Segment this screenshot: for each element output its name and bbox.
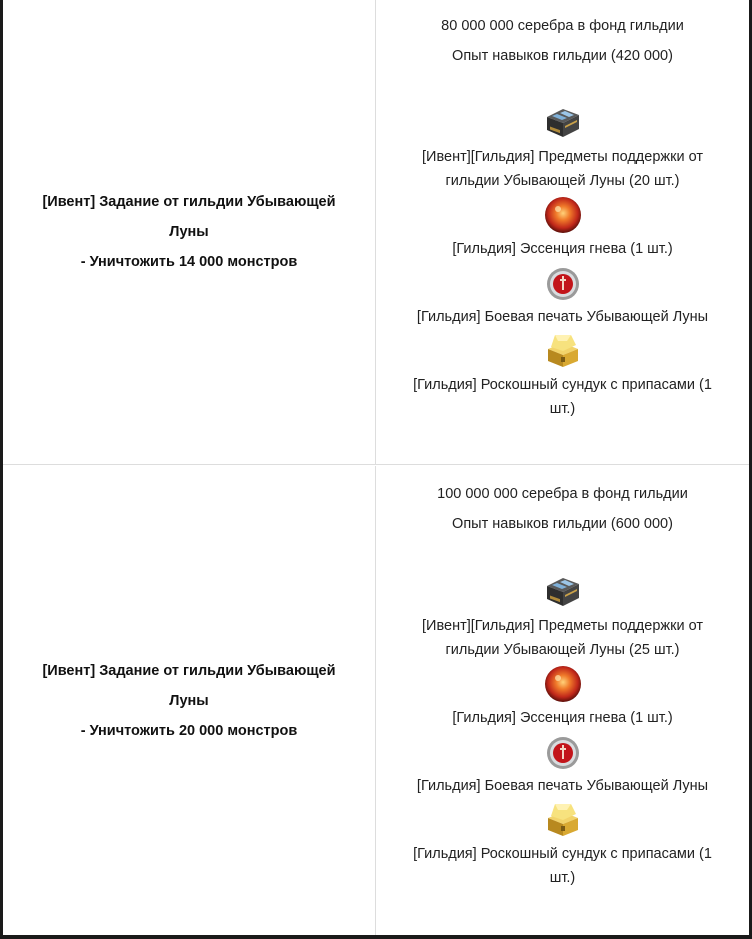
- rewards-cell: [376, 466, 749, 935]
- task-goal: - Уничтожить 20 000 монстров: [80, 722, 298, 739]
- reward-battle-seal: [Гильдия] Боевая печать Убывающей Луны: [416, 778, 709, 794]
- reward-silver: 100 000 000 серебра в фонд гильдии: [437, 486, 688, 502]
- reward-support-items-line1: [Ивент][Гильдия] Предметы поддержки от: [422, 618, 703, 634]
- luxury-chest-icon: [543, 800, 583, 840]
- reward-essence: [Гильдия] Эссенция гнева (1 шт.): [452, 241, 673, 257]
- task-description: [29, 187, 349, 277]
- reward-guild-exp: Опыт навыков гильдии (600 000): [452, 516, 673, 532]
- task-title-line2: Луны: [169, 692, 209, 709]
- battle-seal-icon: [543, 733, 583, 773]
- rage-essence-icon: [543, 195, 583, 235]
- reward-guild-exp: Опыт навыков гильдии (420 000): [452, 48, 673, 64]
- task-cell: [3, 0, 376, 464]
- reward-luxury-chest-line1: [Гильдия] Роскошный сундук с припасами (1: [413, 377, 712, 393]
- reward-battle-seal: [Гильдия] Боевая печать Убывающей Луны: [416, 309, 709, 325]
- table-row: [3, 466, 749, 935]
- reward-support-items-line2: гильдии Убывающей Луны (20 шт.): [445, 173, 680, 189]
- rewards-cell: [376, 0, 749, 464]
- reward-luxury-chest-line2: шт.): [549, 870, 576, 886]
- task-title-line1: [Ивент] Задание от гильдии Убывающей: [42, 662, 336, 679]
- task-title-line2: Луны: [169, 224, 209, 240]
- support-box-icon: [543, 103, 583, 143]
- task-description: [29, 656, 349, 746]
- luxury-chest-icon: [543, 331, 583, 371]
- task-title-line1: [Ивент] Задание от гильдии Убывающей: [42, 194, 336, 210]
- reward-luxury-chest-line1: [Гильдия] Роскошный сундук с припасами (1: [413, 846, 712, 862]
- reward-support-items-line2: гильдии Убывающей Луны (25 шт.): [445, 642, 680, 658]
- task-goal: - Уничтожить 14 000 монстров: [80, 254, 298, 270]
- reward-silver: 80 000 000 серебра в фонд гильдии: [441, 18, 684, 34]
- reward-luxury-chest-line2: шт.): [549, 401, 576, 417]
- task-cell: [3, 466, 376, 935]
- rage-essence-icon: [543, 664, 583, 704]
- reward-essence: [Гильдия] Эссенция гнева (1 шт.): [452, 710, 673, 726]
- support-box-icon: [543, 572, 583, 612]
- battle-seal-icon: [543, 264, 583, 304]
- reward-support-items-line1: [Ивент][Гильдия] Предметы поддержки от: [422, 149, 703, 165]
- table-row: [3, 0, 749, 465]
